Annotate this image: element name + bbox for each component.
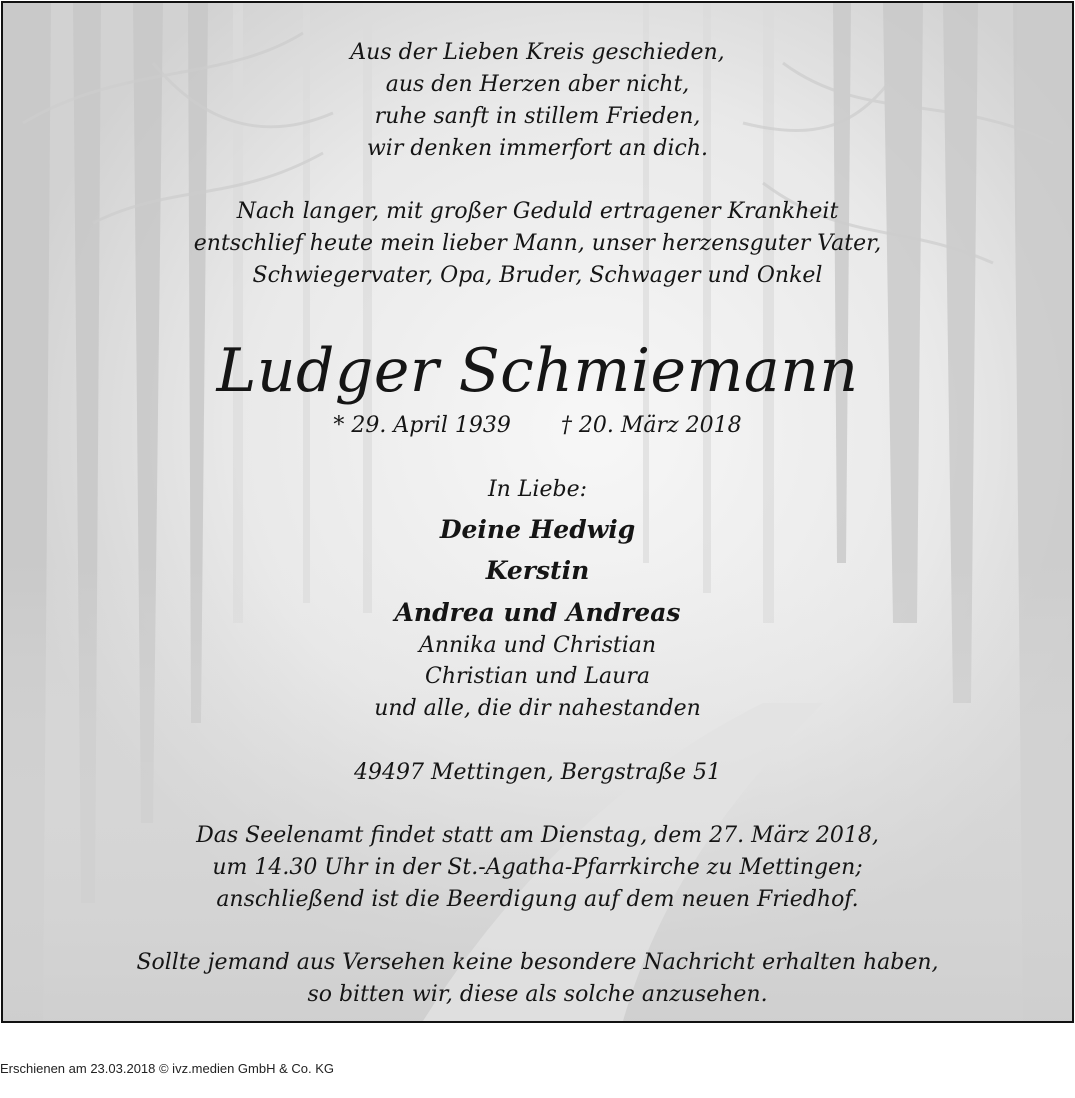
mourner-primary: Kerstin	[485, 556, 590, 585]
service-line-3: anschließend ist die Beerdigung auf dem neuen Friedhof.	[216, 887, 859, 912]
obituary-notice	[1, 1, 1074, 1023]
mourners-heading: In Liebe:	[487, 477, 588, 502]
mourner-secondary: Christian und Laura	[425, 664, 650, 689]
deceased-name: Ludger Schmiemann	[216, 336, 859, 406]
intro-line-3: Schwiegervater, Opa, Bruder, Schwager und Onkel	[252, 263, 823, 288]
death-date: † 20. März 2018	[560, 413, 742, 438]
life-dates	[3, 410, 1072, 442]
poem-line-2: aus den Herzen aber nicht,	[385, 72, 690, 97]
mourner-primary: Andrea und Andreas	[394, 598, 681, 627]
poem-line-3: ruhe sanft in stillem Frieden,	[374, 104, 701, 129]
mourner-primary: Deine Hedwig	[439, 515, 636, 544]
address: 49497 Mettingen, Bergstraße 51	[354, 760, 721, 785]
mourner-secondary: und alle, die dir nahestanden	[374, 696, 701, 721]
publication-footer: Erschienen am 23.03.2018 © ivz.medien GmbH & Co. KG	[0, 1061, 335, 1076]
notice-line-1: Sollte jemand aus Versehen keine besondere Nachricht erhalten haben,	[136, 950, 939, 975]
service-line-2: um 14.30 Uhr in der St.-Agatha-Pfarrkirche zu Mettingen;	[212, 855, 863, 880]
intro-line-2: entschlief heute mein lieber Mann, unser herzensguter Vater,	[193, 231, 882, 256]
service-line-1: Das Seelenamt findet statt am Dienstag, dem 27. März 2018,	[196, 823, 879, 848]
poem-line-4: wir denken immerfort an dich.	[366, 136, 709, 161]
notice-line-2: so bitten wir, diese als solche anzusehen.	[307, 982, 768, 1007]
poem-line-1: Aus der Lieben Kreis geschieden,	[350, 40, 725, 65]
intro-line-1: Nach langer, mit großer Geduld ertragener Krankheit	[236, 199, 839, 224]
birth-date: * 29. April 1939	[333, 413, 511, 438]
mourner-secondary: Annika und Christian	[418, 633, 657, 658]
